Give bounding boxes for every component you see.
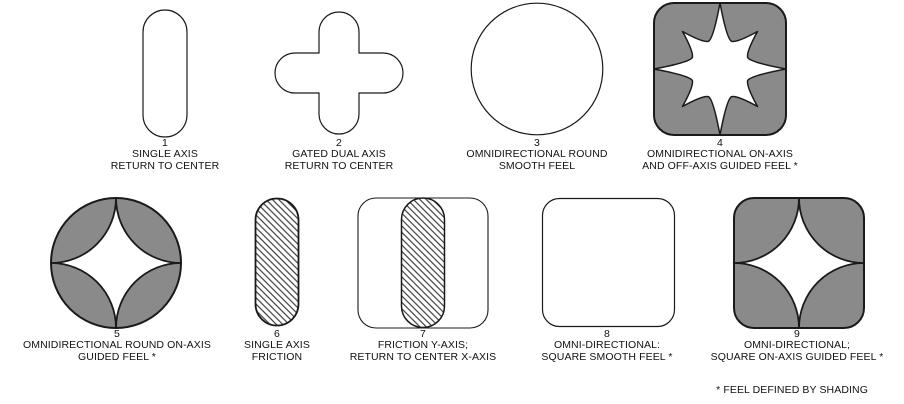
figure-1-caption-line1: SINGLE AXIS (132, 148, 198, 160)
figure-6-number: 6 (274, 328, 280, 340)
figure-7-caption-line2: RETURN TO CENTER X-AXIS (349, 350, 497, 363)
figure-3-caption-line1: OMNIDIRECTIONAL ROUND (466, 148, 608, 160)
figure-3-number: 3 (534, 137, 540, 149)
gate-shape-gated-cross (274, 11, 404, 135)
figure-4-label (590, 138, 850, 172)
gate-shape-square-on-axis-guided (732, 196, 866, 330)
figure-7-number: 7 (420, 328, 426, 340)
figure-2-caption-line1: GATED DUAL AXIS (292, 148, 386, 160)
gate-shape-8-point-star-guided (652, 1, 788, 137)
figure-3-caption-line2: SMOOTH FEEL (498, 159, 576, 172)
figure-5-caption-line1: OMNIDIRECTIONAL ROUND ON-AXIS (22, 339, 212, 351)
figure-9-caption-line1: OMNI-DIRECTIONAL; (743, 339, 851, 351)
gate-shape-single-axis-pill (142, 9, 188, 138)
gate-shape-square-smooth (541, 197, 676, 328)
shading-footnote: * FEEL DEFINED BY SHADING (716, 384, 868, 396)
figure-2-caption-line2: RETURN TO CENTER (284, 159, 394, 172)
gate-shape-single-axis-friction-pill (254, 197, 300, 327)
figure-8-caption-line2: SQUARE SMOOTH FEEL * (541, 350, 673, 363)
figure-2-number: 2 (336, 137, 342, 149)
figure-9-label (667, 329, 904, 363)
figure-6-caption-line1: SINGLE AXIS (244, 339, 310, 351)
figure-9-caption-line2: SQUARE ON-AXIS GUIDED FEEL * (710, 350, 884, 363)
figure-1-number: 1 (162, 137, 168, 149)
gate-shape-friction-y-return-x (357, 197, 489, 329)
figure-8-number: 8 (604, 328, 610, 340)
figure-8-caption-line1: OMNI-DIRECTIONAL: (553, 339, 661, 351)
figure-5-caption-line2: GUIDED FEEL * (78, 350, 156, 363)
figure-4-caption-line2: AND OFF-AXIS GUIDED FEEL * (642, 159, 798, 172)
figure-1-caption-line2: RETURN TO CENTER (110, 159, 220, 172)
figure-6-caption-line2: FRICTION (251, 350, 303, 363)
figure-5-number: 5 (114, 328, 120, 340)
figure-9-number: 9 (794, 328, 800, 340)
gate-shape-round-smooth (469, 2, 605, 136)
gate-shape-round-on-axis-guided (49, 196, 183, 330)
figure-7-caption-line1: FRICTION Y-AXIS; (377, 339, 469, 351)
figure-4-number: 4 (717, 137, 723, 149)
figure-4-caption-line1: OMNIDIRECTIONAL ON-AXIS (646, 148, 793, 160)
